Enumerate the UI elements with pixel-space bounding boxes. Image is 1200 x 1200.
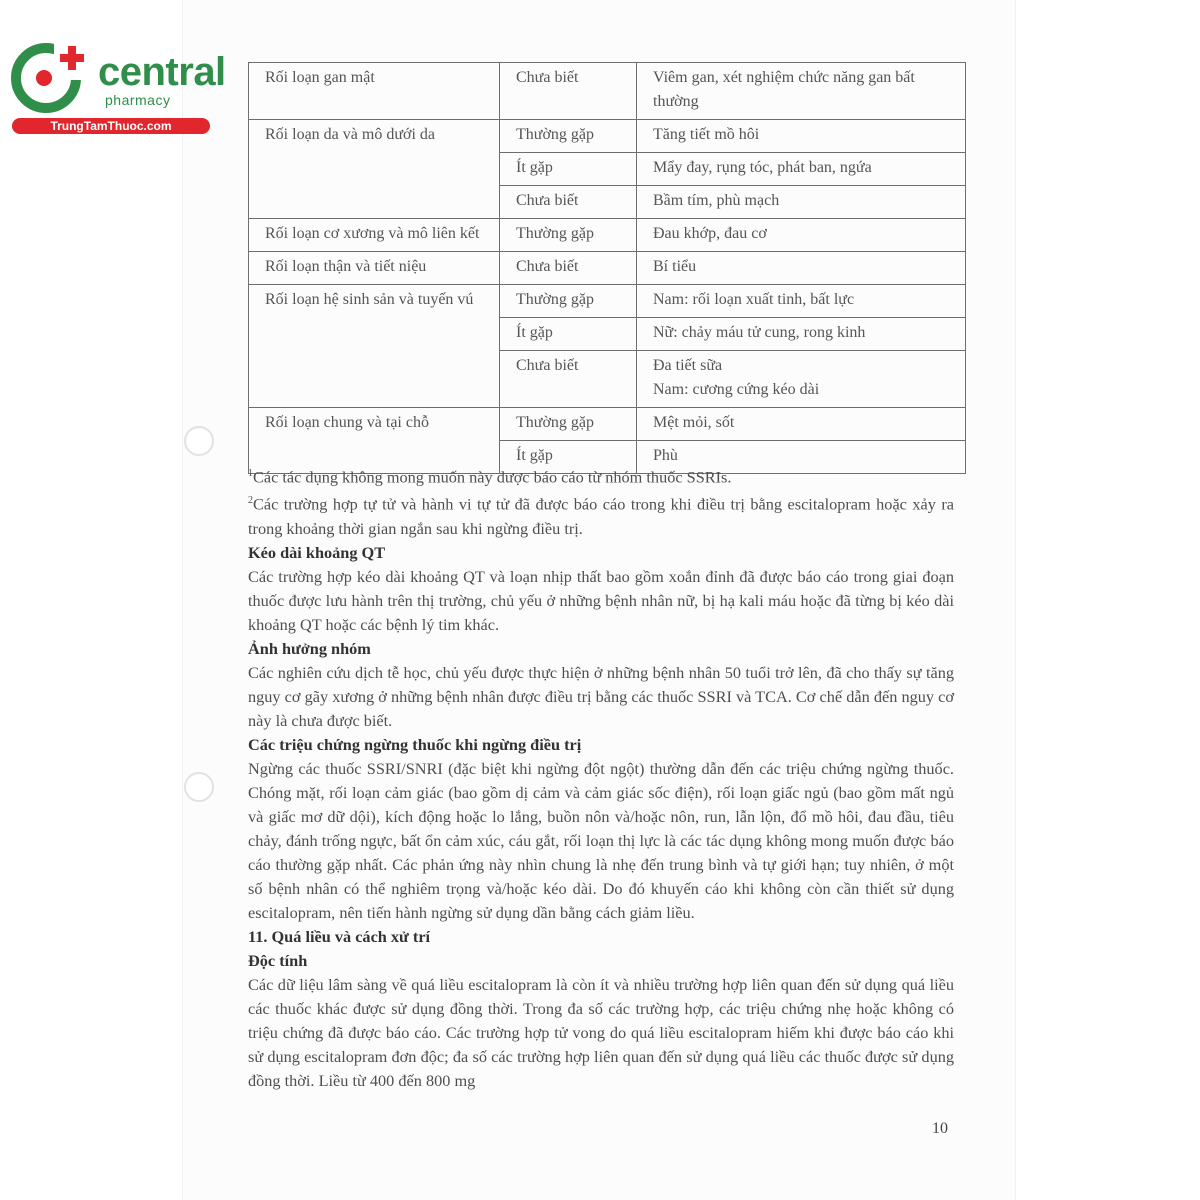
effect-cell: Viêm gan, xét nghiệm chức năng gan bất thường bbox=[637, 63, 966, 120]
brand-logo[interactable] bbox=[10, 40, 226, 140]
brand-name: central bbox=[98, 50, 226, 94]
brand-tagline: pharmacy bbox=[105, 92, 171, 108]
table-row bbox=[249, 285, 966, 318]
footnote-text: Các tác dụng không mong muốn này được báo cáo từ nhóm thuốc SSRIs. bbox=[253, 467, 732, 487]
effect-cell: Nữ: chảy máu tử cung, rong kinh bbox=[637, 318, 966, 351]
table-row bbox=[249, 120, 966, 153]
organ-class-cell: Rối loạn hệ sinh sản và tuyến vú bbox=[249, 285, 500, 408]
frequency-cell: Ít gặp bbox=[500, 153, 637, 186]
adverse-effects-table bbox=[248, 62, 966, 474]
punch-hole bbox=[184, 772, 214, 802]
section-heading-class-effects: Ảnh hưởng nhóm bbox=[248, 638, 371, 658]
section-heading-qt: Kéo dài khoảng QT bbox=[248, 542, 386, 562]
effect-cell: Tăng tiết mồ hôi bbox=[637, 120, 966, 153]
effect-cell: Mệt mỏi, sốt bbox=[637, 408, 966, 441]
frequency-cell: Thường gặp bbox=[500, 408, 637, 441]
frequency-cell: Thường gặp bbox=[500, 285, 637, 318]
section-text-qt: Các trường hợp kéo dài khoảng QT và loạn nhịp thất bao gồm xoắn đỉnh đã được báo cáo trong giai đoạn thuốc được lưu hành trên thị trường, chủ yếu ở những bệnh nhân nữ, bị hạ kali máu hoặc đã từng bị kéo dài khoảng QT hoặc các bệnh lý tim khác. bbox=[248, 566, 954, 634]
organ-class-cell: Rối loạn chung và tại chỗ bbox=[249, 408, 500, 474]
frequency-cell: Thường gặp bbox=[500, 120, 637, 153]
document-body bbox=[248, 462, 954, 1093]
section-text-class-effects: Các nghiên cứu dịch tễ học, chủ yếu được thực hiện ở những bệnh nhân 50 tuổi trở lên, đã cho thấy sự tăng nguy cơ gãy xương ở những bệnh nhân được điều trị bằng các thuốc SSRI và TCA. Cơ chế dẫn đến nguy cơ này là chưa được biết. bbox=[248, 662, 954, 730]
organ-class-cell: Rối loạn thận và tiết niệu bbox=[249, 252, 500, 285]
central-pharmacy-logo-icon bbox=[10, 40, 94, 116]
frequency-cell: Chưa biết bbox=[500, 63, 637, 120]
organ-class-cell: Rối loạn cơ xương và mô liên kết bbox=[249, 219, 500, 252]
frequency-cell: Thường gặp bbox=[500, 219, 637, 252]
section-text-toxicity: Các dữ liệu lâm sàng về quá liều escitalopram là còn ít và nhiều trường hợp liên quan đến sử dụng quá liều các thuốc khác được sử dụng đồng thời. Trong đa số các trường hợp, các triệu chứng nhẹ hoặc không có triệu chứng đã được báo cáo. Các trường hợp tử vong do quá liều escitalopram hiếm khi được báo cáo khi sử dụng escitalopram đơn độc; đa số các trường hợp liên quan đến sử dụng quá liều các thuốc được sử dụng đồng thời. Liều từ 400 đến 800 mg bbox=[248, 974, 954, 1090]
effect-cell: Phù bbox=[637, 441, 966, 474]
frequency-cell: Ít gặp bbox=[500, 318, 637, 351]
frequency-cell: Ít gặp bbox=[500, 441, 637, 474]
footnote-2 bbox=[248, 489, 954, 540]
frequency-cell: Chưa biết bbox=[500, 351, 637, 408]
table-row bbox=[249, 252, 966, 285]
footnote-text: Các trường hợp tự tử và hành vi tự tử đã được báo cáo trong khi điều trị bằng escitalopram hoặc xảy ra trong khoảng thời gian ngắn sau khi ngừng điều trị. bbox=[248, 494, 954, 538]
section-text-withdrawal: Ngừng các thuốc SSRI/SNRI (đặc biệt khi ngừng đột ngột) thường dẫn đến các triệu chứng ngừng thuốc. Chóng mặt, rối loạn cảm giác (bao gồm dị cảm và cảm giác sốc điện), rối loạn giấc ngủ (bao gồm mất ngủ và giấc mơ dữ dội), kích động hoặc lo lắng, buồn nôn và/hoặc nôn, run, lẫn lộn, đổ mồ hôi, đau đầu, tiêu chảy, đánh trống ngực, bất ổn cảm xúc, cáu gắt, rối loạn thị lực là các tác dụng không mong muốn được báo cáo thường gặp nhất. Các phản ứng này nhìn chung là nhẹ đến trung bình và tự giới hạn; tuy nhiên, ở một số bệnh nhân có thể nghiêm trọng và/hoặc kéo dài. Do đó khuyến cáo khi không còn cần thiết sử dụng escitalopram, nên tiến hành ngừng sử dụng dần bằng cách giảm liều. bbox=[248, 758, 954, 922]
section-heading-overdose: 11. Quá liều và cách xử trí bbox=[248, 926, 431, 946]
frequency-cell: Chưa biết bbox=[500, 186, 637, 219]
effect-cell: Bí tiểu bbox=[637, 252, 966, 285]
effect-line: Đa tiết sữa bbox=[653, 357, 723, 374]
footnote-marker: 2 bbox=[248, 495, 253, 507]
effect-cell: Mẩy đay, rụng tóc, phát ban, ngứa bbox=[637, 153, 966, 186]
effect-line: Nam: cương cứng kéo dài bbox=[653, 381, 820, 398]
table-row bbox=[249, 219, 966, 252]
footnote-marker: 1 bbox=[248, 468, 253, 479]
punch-hole bbox=[184, 426, 214, 456]
section-heading-withdrawal: Các triệu chứng ngừng thuốc khi ngừng điều trị bbox=[248, 734, 582, 754]
effect-cell: Đau khớp, đau cơ bbox=[637, 219, 966, 252]
effect-cell: Nam: rối loạn xuất tinh, bất lực bbox=[637, 285, 966, 318]
effect-cell: Bầm tím, phù mạch bbox=[637, 186, 966, 219]
table-row bbox=[249, 408, 966, 441]
frequency-cell: Chưa biết bbox=[500, 252, 637, 285]
footnote-1 bbox=[248, 462, 954, 489]
organ-class-cell: Rối loạn gan mật bbox=[249, 63, 500, 120]
page-number: 10 bbox=[932, 1120, 948, 1137]
section-heading-toxicity: Độc tính bbox=[248, 950, 308, 970]
effect-cell bbox=[637, 351, 966, 408]
organ-class-cell: Rối loạn da và mô dưới da bbox=[249, 120, 500, 219]
brand-site: TrungTamThuoc.com bbox=[12, 118, 210, 134]
table-row bbox=[249, 63, 966, 120]
